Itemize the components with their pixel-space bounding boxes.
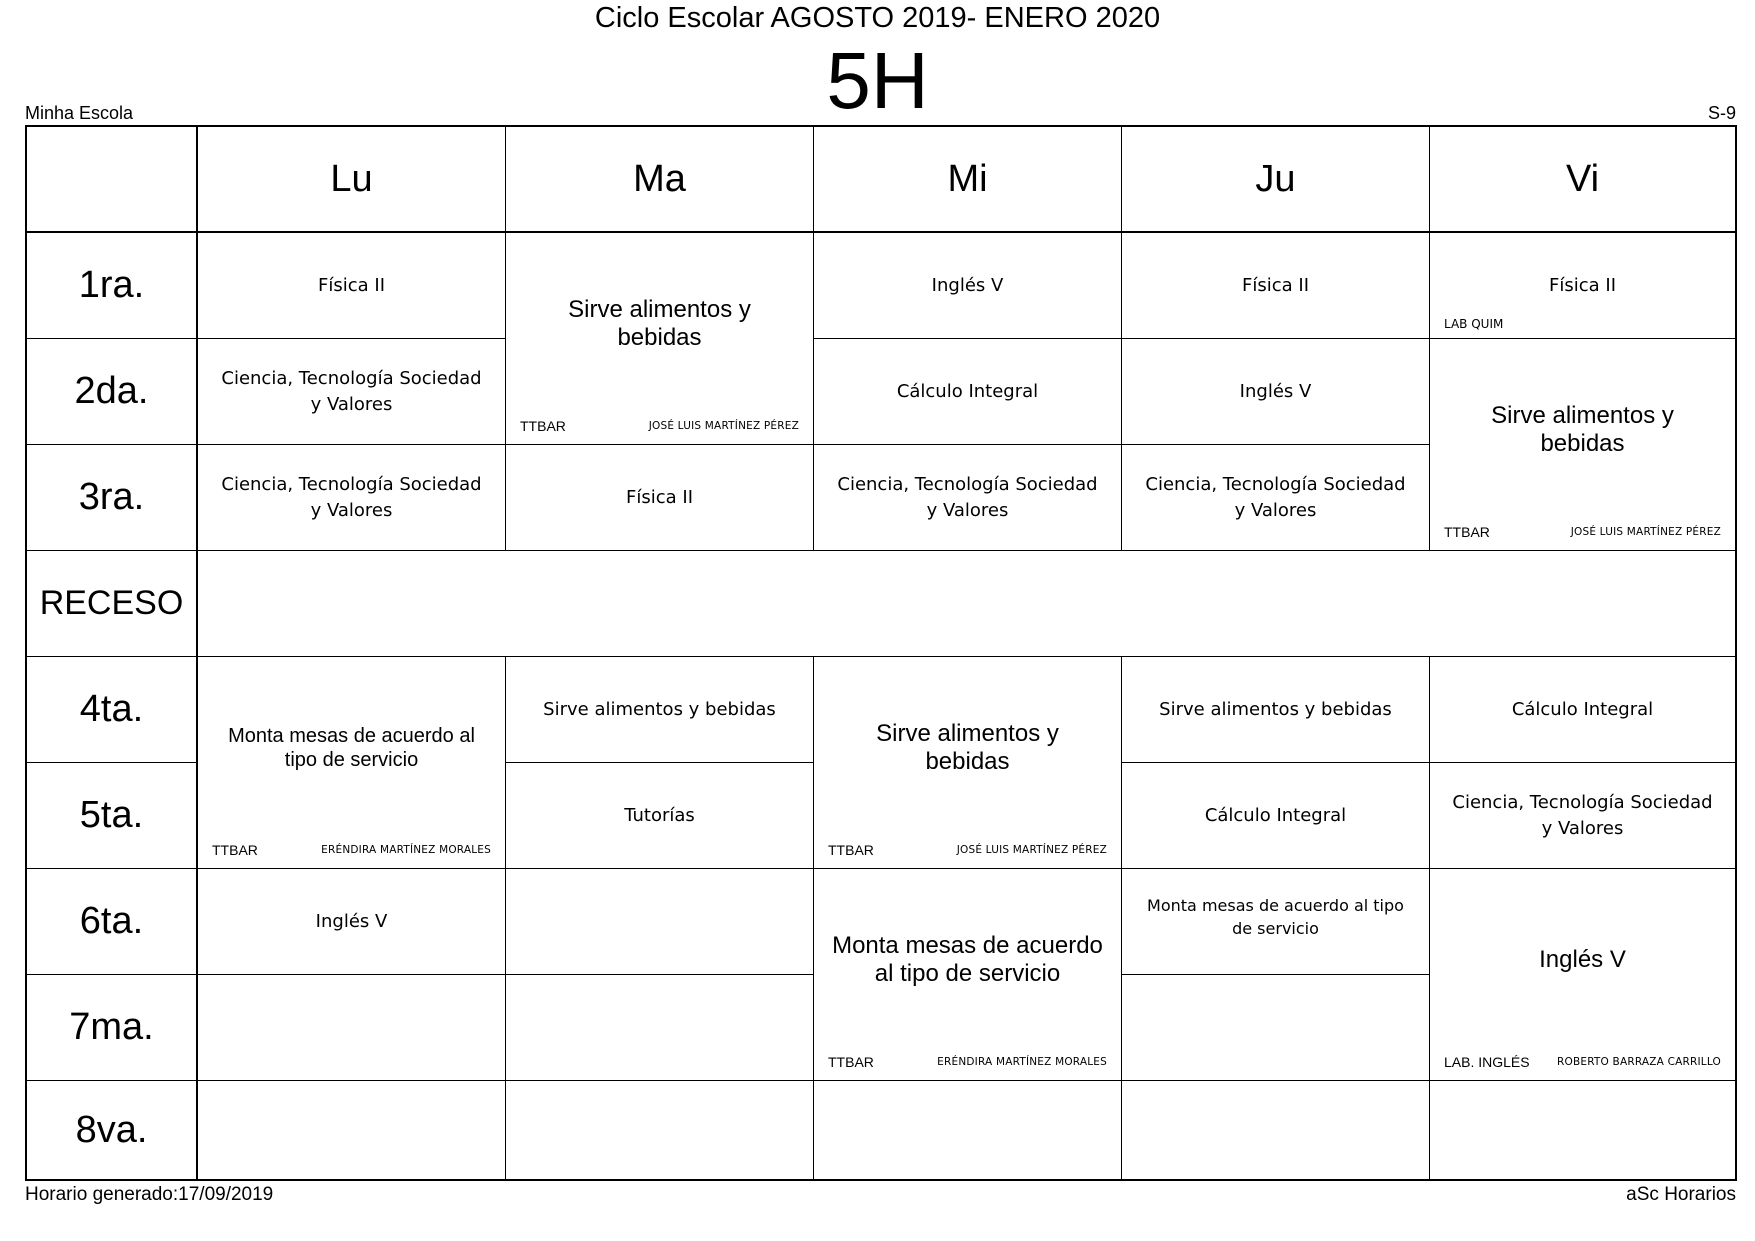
lesson-room: TTBAR — [212, 842, 258, 858]
class-code: S-9 — [1707, 103, 1736, 123]
lesson-room: TTBAR — [1444, 524, 1490, 540]
empty-ju-7 — [1122, 975, 1430, 1081]
cycle-title: Ciclo Escolar AGOSTO 2019- ENERO 2020 — [594, 2, 1161, 34]
empty-ma-6 — [506, 869, 814, 975]
period-header-5: 5ta. — [27, 763, 198, 869]
period-header-4: 4ta. — [27, 657, 198, 763]
class-name: 5H — [826, 36, 929, 125]
lesson-subject: Sirve alimentos y bebidas — [1159, 698, 1392, 720]
lesson-ju-3 — [1122, 445, 1430, 551]
lesson-subject: Ciencia, Tecnología Sociedad y Valores — [221, 367, 482, 415]
lesson-vi-4 — [1430, 657, 1735, 763]
software-name: aSc Horarios — [1626, 1184, 1736, 1205]
empty-lu-8 — [198, 1081, 506, 1179]
lesson-ju-1 — [1122, 233, 1430, 339]
lesson-vi-2-3 — [1430, 339, 1735, 551]
lesson-subject: Ciencia, Tecnología Sociedad y Valores — [837, 473, 1098, 521]
lesson-subject: Ciencia, Tecnología Sociedad y Valores — [221, 473, 482, 521]
lesson-ma-4 — [506, 657, 814, 763]
school-name: Minha Escola — [25, 103, 134, 123]
lesson-subject: Ciencia, Tecnología Sociedad y Valores — [1452, 791, 1713, 839]
lesson-ma-3 — [506, 445, 814, 551]
lesson-teacher: JOSÉ LUIS MARTÍNEZ PÉREZ — [1570, 526, 1721, 538]
lesson-ma-1-2 — [506, 233, 814, 445]
lesson-subject: Monta mesas de acuerdo al tipo de servicio — [1147, 895, 1404, 938]
lesson-lu-3 — [198, 445, 506, 551]
day-header-vi: Vi — [1430, 127, 1735, 233]
lesson-room: TTBAR — [828, 842, 874, 858]
lesson-ma-5 — [506, 763, 814, 869]
day-header-mi: Mi — [814, 127, 1122, 233]
day-header-lu: Lu — [198, 127, 506, 233]
lesson-mi-1 — [814, 233, 1122, 339]
empty-mi-8 — [814, 1081, 1122, 1179]
lesson-ju-4 — [1122, 657, 1430, 763]
corner-cell — [27, 127, 198, 233]
lesson-subject: Monta mesas de acuerdo al tipo de servicio — [832, 931, 1103, 987]
day-header-ma: Ma — [506, 127, 814, 233]
lesson-room: TTBAR — [828, 1054, 874, 1070]
lesson-ju-6 — [1122, 869, 1430, 975]
lesson-teacher: ERÉNDIRA MARTÍNEZ MORALES — [321, 844, 491, 856]
lesson-subject: Inglés V — [931, 274, 1004, 296]
lesson-subject: Inglés V — [315, 910, 388, 932]
empty-ma-7 — [506, 975, 814, 1081]
lesson-teacher: JOSÉ LUIS MARTÍNEZ PÉREZ — [956, 844, 1107, 856]
lesson-subject: Física II — [1242, 274, 1309, 296]
lesson-subject: Sirve alimentos y bebidas — [1491, 401, 1674, 457]
lesson-teacher: JOSÉ LUIS MARTÍNEZ PÉREZ — [648, 420, 799, 432]
lesson-teacher: ROBERTO BARRAZA CARRILLO — [1557, 1056, 1721, 1068]
lesson-subject: Sirve alimentos y bebidas — [543, 698, 776, 720]
lesson-subject: Cálculo Integral — [896, 380, 1039, 402]
generated-date: Horario generado:17/09/2019 — [25, 1184, 274, 1205]
period-header-8: 8va. — [27, 1081, 198, 1179]
timetable-grid — [25, 125, 1737, 1181]
lesson-vi-1 — [1430, 233, 1735, 339]
receso-band — [198, 551, 1735, 657]
lesson-lu-1 — [198, 233, 506, 339]
empty-vi-8 — [1430, 1081, 1735, 1179]
lesson-mi-6-7 — [814, 869, 1122, 1081]
lesson-subject: Ciencia, Tecnología Sociedad y Valores — [1145, 473, 1406, 521]
lesson-room: LAB QUIM — [1444, 317, 1504, 331]
lesson-subject: Física II — [626, 486, 693, 508]
lesson-subject: Tutorías — [624, 804, 695, 826]
lesson-subject: Monta mesas de acuerdo al tipo de servicio — [228, 724, 475, 771]
lesson-subject: Cálculo Integral — [1511, 698, 1654, 720]
period-header-receso: RECESO — [27, 551, 198, 657]
lesson-subject: Inglés V — [1539, 945, 1626, 973]
lesson-teacher: ERÉNDIRA MARTÍNEZ MORALES — [937, 1056, 1107, 1068]
lesson-lu-6 — [198, 869, 506, 975]
lesson-mi-3 — [814, 445, 1122, 551]
lesson-vi-6-7 — [1430, 869, 1735, 1081]
lesson-mi-4-5 — [814, 657, 1122, 869]
empty-ju-8 — [1122, 1081, 1430, 1179]
empty-lu-7 — [198, 975, 506, 1081]
lesson-subject: Física II — [1549, 274, 1616, 296]
lesson-vi-5 — [1430, 763, 1735, 869]
lesson-subject: Inglés V — [1239, 380, 1312, 402]
period-header-2: 2da. — [27, 339, 198, 445]
period-header-6: 6ta. — [27, 869, 198, 975]
lesson-subject: Sirve alimentos y bebidas — [568, 295, 751, 351]
lesson-room: TTBAR — [520, 418, 566, 434]
period-header-7: 7ma. — [27, 975, 198, 1081]
lesson-subject: Física II — [318, 274, 385, 296]
empty-ma-8 — [506, 1081, 814, 1179]
day-header-ju: Ju — [1122, 127, 1430, 233]
lesson-ju-2 — [1122, 339, 1430, 445]
period-header-3: 3ra. — [27, 445, 198, 551]
lesson-ju-5 — [1122, 763, 1430, 869]
lesson-mi-2 — [814, 339, 1122, 445]
period-header-1: 1ra. — [27, 233, 198, 339]
lesson-subject: Cálculo Integral — [1204, 804, 1347, 826]
lesson-subject: Sirve alimentos y bebidas — [876, 719, 1059, 775]
lesson-room: LAB. INGLÉS — [1444, 1054, 1530, 1070]
lesson-lu-2 — [198, 339, 506, 445]
lesson-lu-4-5 — [198, 657, 506, 869]
